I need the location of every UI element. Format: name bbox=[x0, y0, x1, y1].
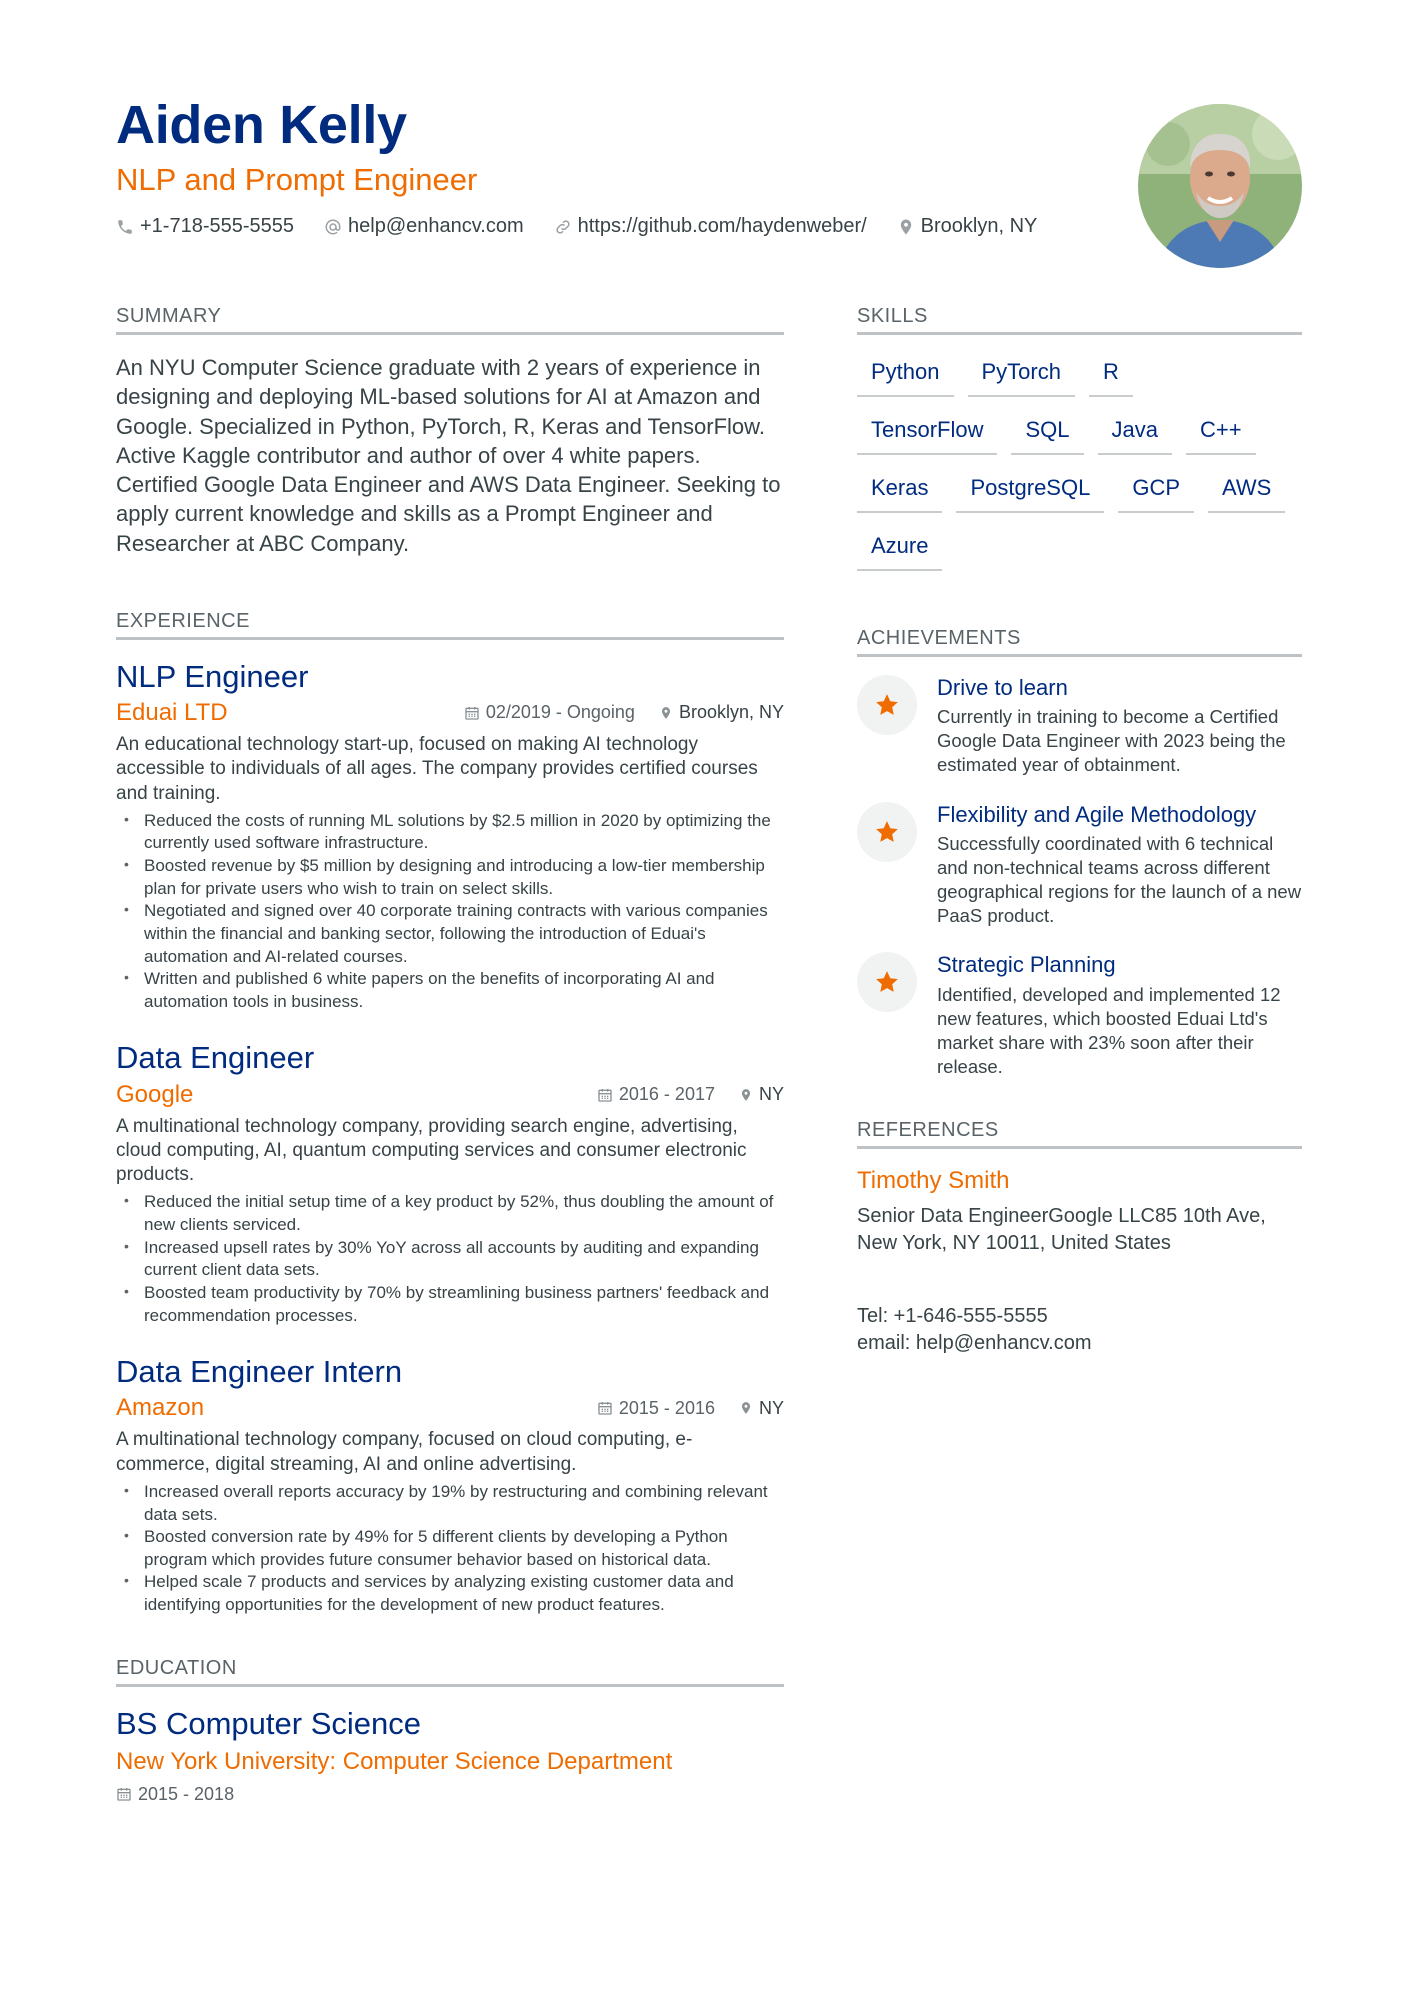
achievements-heading: ACHIEVEMENTS bbox=[857, 627, 1302, 657]
job-title: Data Engineer Intern bbox=[116, 1354, 403, 1390]
resume-header bbox=[116, 96, 1116, 238]
references-heading: REFERENCES bbox=[857, 1119, 1302, 1149]
achievement-title: Flexibility and Agile Methodology bbox=[937, 801, 1257, 827]
job-bullets bbox=[116, 810, 784, 1013]
location-pin-icon bbox=[659, 705, 673, 721]
job-title: NLP Engineer bbox=[116, 658, 309, 694]
achievement-description: Successfully coordinated with 6 technical and non-technical teams across different geographical regions for the launch of a new PaaS product. bbox=[937, 832, 1302, 927]
job-bullet: • Helped scale 7 products and services by analyzing existing customer data and identifying opportunities for the development of new product features. bbox=[116, 1571, 784, 1616]
contact-website[interactable] bbox=[554, 215, 867, 238]
calendar-icon bbox=[116, 1786, 132, 1802]
job-entry bbox=[116, 1039, 784, 1327]
location-pin-icon bbox=[897, 218, 915, 236]
experience-heading: EXPERIENCE bbox=[116, 610, 784, 640]
job-dates-text: 02/2019 - Ongoing bbox=[485, 702, 635, 723]
references-section bbox=[857, 1119, 1302, 1357]
skill-tag: AWS bbox=[1208, 469, 1285, 513]
summary-heading: SUMMARY bbox=[116, 305, 784, 335]
link-icon bbox=[554, 218, 572, 236]
candidate-name: Aiden Kelly bbox=[116, 95, 407, 155]
achievement-badge bbox=[857, 675, 917, 735]
skills-list bbox=[857, 353, 1302, 585]
job-location-text: NY bbox=[758, 1084, 784, 1105]
skill-tag: C++ bbox=[1186, 411, 1256, 455]
job-location bbox=[659, 702, 784, 723]
job-meta bbox=[464, 702, 784, 723]
job-company: Amazon bbox=[116, 1394, 205, 1422]
job-dates bbox=[597, 1398, 715, 1419]
job-subheader bbox=[116, 699, 784, 727]
job-title: Data Engineer bbox=[116, 1040, 315, 1076]
achievement-title: Strategic Planning bbox=[937, 952, 1116, 978]
achievement-item bbox=[857, 802, 1302, 929]
star-icon bbox=[874, 692, 900, 718]
job-bullet: • Increased upsell rates by 30% YoY across all accounts by auditing and expanding current client data sets. bbox=[116, 1237, 784, 1282]
skill-tag: PyTorch bbox=[968, 353, 1075, 397]
achievements-section bbox=[857, 627, 1302, 1079]
job-meta bbox=[597, 1084, 784, 1105]
job-bullet: • Boosted revenue by $5 million by designing and introducing a low-tier membership plan for private users who wish to train on select skills. bbox=[116, 855, 784, 900]
skill-tag: SQL bbox=[1011, 411, 1083, 455]
skill-tag: Python bbox=[857, 353, 954, 397]
experience-section bbox=[116, 610, 784, 1617]
contact-bar bbox=[116, 215, 1116, 238]
job-dates bbox=[464, 702, 635, 723]
portrait-photo bbox=[1138, 104, 1302, 268]
job-bullet: • Reduced the costs of running ML solutions by $2.5 million in 2020 by optimizing the currently used software infrastructure. bbox=[116, 810, 784, 855]
education-dates bbox=[116, 1784, 784, 1805]
job-subheader bbox=[116, 1081, 784, 1109]
job-description: A multinational technology company, focused on cloud computing, e-commerce, digital streaming, AI and online advertising. bbox=[116, 1429, 693, 1475]
contact-location bbox=[897, 215, 1038, 238]
location-pin-icon bbox=[739, 1087, 753, 1103]
education-dates-text: 2015 - 2018 bbox=[138, 1783, 235, 1804]
location-text: Brooklyn, NY bbox=[920, 215, 1038, 238]
job-location-text: Brooklyn, NY bbox=[678, 702, 784, 723]
job-bullet: • Increased overall reports accuracy by 19% by restructuring and combining relevant data sets. bbox=[116, 1481, 784, 1526]
calendar-icon bbox=[464, 705, 480, 721]
job-location bbox=[739, 1084, 784, 1105]
job-entry bbox=[116, 1353, 784, 1616]
achievement-badge bbox=[857, 802, 917, 862]
reference-contact bbox=[857, 1303, 1302, 1357]
education-heading: EDUCATION bbox=[116, 1657, 784, 1687]
reference-name: Timothy Smith bbox=[857, 1166, 1010, 1194]
star-icon bbox=[874, 819, 900, 845]
job-bullet: • Boosted team productivity by 70% by streamlining business partners' feedback and recommendation processes. bbox=[116, 1282, 784, 1327]
contact-email[interactable] bbox=[324, 215, 524, 238]
summary-section bbox=[116, 305, 784, 558]
job-bullet: • Written and published 6 white papers on the benefits of incorporating AI and automation tools in business. bbox=[116, 968, 784, 1013]
job-dates-text: 2016 - 2017 bbox=[618, 1084, 715, 1105]
achievement-body bbox=[937, 952, 1302, 1079]
phone-text: +1-718-555-5555 bbox=[140, 215, 295, 238]
education-school: New York University: Computer Science Department bbox=[116, 1747, 673, 1775]
education-section bbox=[116, 1657, 784, 1805]
job-subheader bbox=[116, 1394, 784, 1422]
achievement-body bbox=[937, 802, 1302, 929]
job-description: An educational technology start-up, focused on making AI technology accessible to individuals of all ages. The company provides certified courses and training. bbox=[116, 733, 758, 804]
skill-tag: Keras bbox=[857, 469, 942, 513]
star-icon bbox=[874, 969, 900, 995]
reference-details: Senior Data EngineerGoogle LLC85 10th Ave, New York, NY 10011, United States bbox=[857, 1204, 1266, 1254]
left-column bbox=[116, 305, 784, 1805]
calendar-icon bbox=[597, 1400, 613, 1416]
job-bullet: • Reduced the initial setup time of a key product by 52%, thus doubling the amount of new clients serviced. bbox=[116, 1191, 784, 1236]
job-bullets bbox=[116, 1191, 784, 1327]
job-company: Eduai LTD bbox=[116, 698, 228, 726]
achievement-badge bbox=[857, 952, 917, 1012]
skills-section bbox=[857, 305, 1302, 585]
right-column bbox=[857, 305, 1302, 1357]
achievement-description: Identified, developed and implemented 12 new features, which boosted Eduai Ltd's market share with 23% soon after their release. bbox=[937, 983, 1281, 1077]
job-location bbox=[739, 1398, 784, 1419]
email-text: help@enhancv.com bbox=[348, 215, 524, 238]
job-bullets bbox=[116, 1481, 784, 1617]
job-location-text: NY bbox=[758, 1397, 784, 1418]
calendar-icon bbox=[597, 1087, 613, 1103]
job-entry bbox=[116, 658, 784, 1014]
job-bullet: • Boosted conversion rate by 49% for 5 different clients by developing a Python program which provides future consumer behavior based on historical data. bbox=[116, 1526, 784, 1571]
candidate-role: NLP and Prompt Engineer bbox=[116, 162, 478, 198]
achievement-body bbox=[937, 675, 1302, 778]
job-meta bbox=[597, 1398, 784, 1419]
achievement-item bbox=[857, 952, 1302, 1079]
achievement-item bbox=[857, 675, 1302, 778]
reference-tel: Tel: +1-646-555-5555 bbox=[857, 1304, 1048, 1327]
at-icon bbox=[324, 218, 342, 236]
phone-icon bbox=[116, 218, 134, 236]
reference-email: email: help@enhancv.com bbox=[857, 1331, 1092, 1354]
skill-tag: Azure bbox=[857, 527, 942, 571]
skill-tag: GCP bbox=[1118, 469, 1194, 513]
website-text: https://github.com/haydenweber/ bbox=[577, 215, 867, 238]
achievement-title: Drive to learn bbox=[937, 675, 1068, 700]
skills-heading: SKILLS bbox=[857, 305, 1302, 335]
location-pin-icon bbox=[739, 1400, 753, 1416]
job-dates bbox=[597, 1084, 715, 1105]
job-company: Google bbox=[116, 1080, 194, 1108]
job-bullet: • Negotiated and signed over 40 corporate training contracts with various companies within the financial and banking sector, following the introduction of Eduai's automation and AI-related courses. bbox=[116, 900, 784, 968]
skill-tag: PostgreSQL bbox=[956, 469, 1104, 513]
skill-tag: TensorFlow bbox=[857, 411, 997, 455]
avatar bbox=[1138, 104, 1302, 268]
achievement-description: Currently in training to become a Certified Google Data Engineer with 2023 being the estimated year of obtainment. bbox=[937, 706, 1286, 776]
contact-phone[interactable] bbox=[116, 215, 294, 238]
skill-tag: R bbox=[1089, 353, 1133, 397]
education-degree: BS Computer Science bbox=[116, 1705, 421, 1741]
job-dates-text: 2015 - 2016 bbox=[618, 1397, 715, 1418]
summary-text: An NYU Computer Science graduate with 2 years of experience in designing and deploying ML-based solutions for AI at Amazon and Google. Specialized in Python, PyTorch, R, Keras and TensorFlow. Active Kaggle contributor and author of over 4 white papers. Certified Google Data Engineer and AWS Data Engineer. Seeking to apply current knowledge and skills as a Prompt Engineer and Researcher at ABC Company. bbox=[116, 355, 781, 556]
job-description: A multinational technology company, providing search engine, advertising, cloud computing, AI, quantum computing services and consumer electronic products. bbox=[116, 1115, 747, 1186]
skill-tag: Java bbox=[1098, 411, 1172, 455]
